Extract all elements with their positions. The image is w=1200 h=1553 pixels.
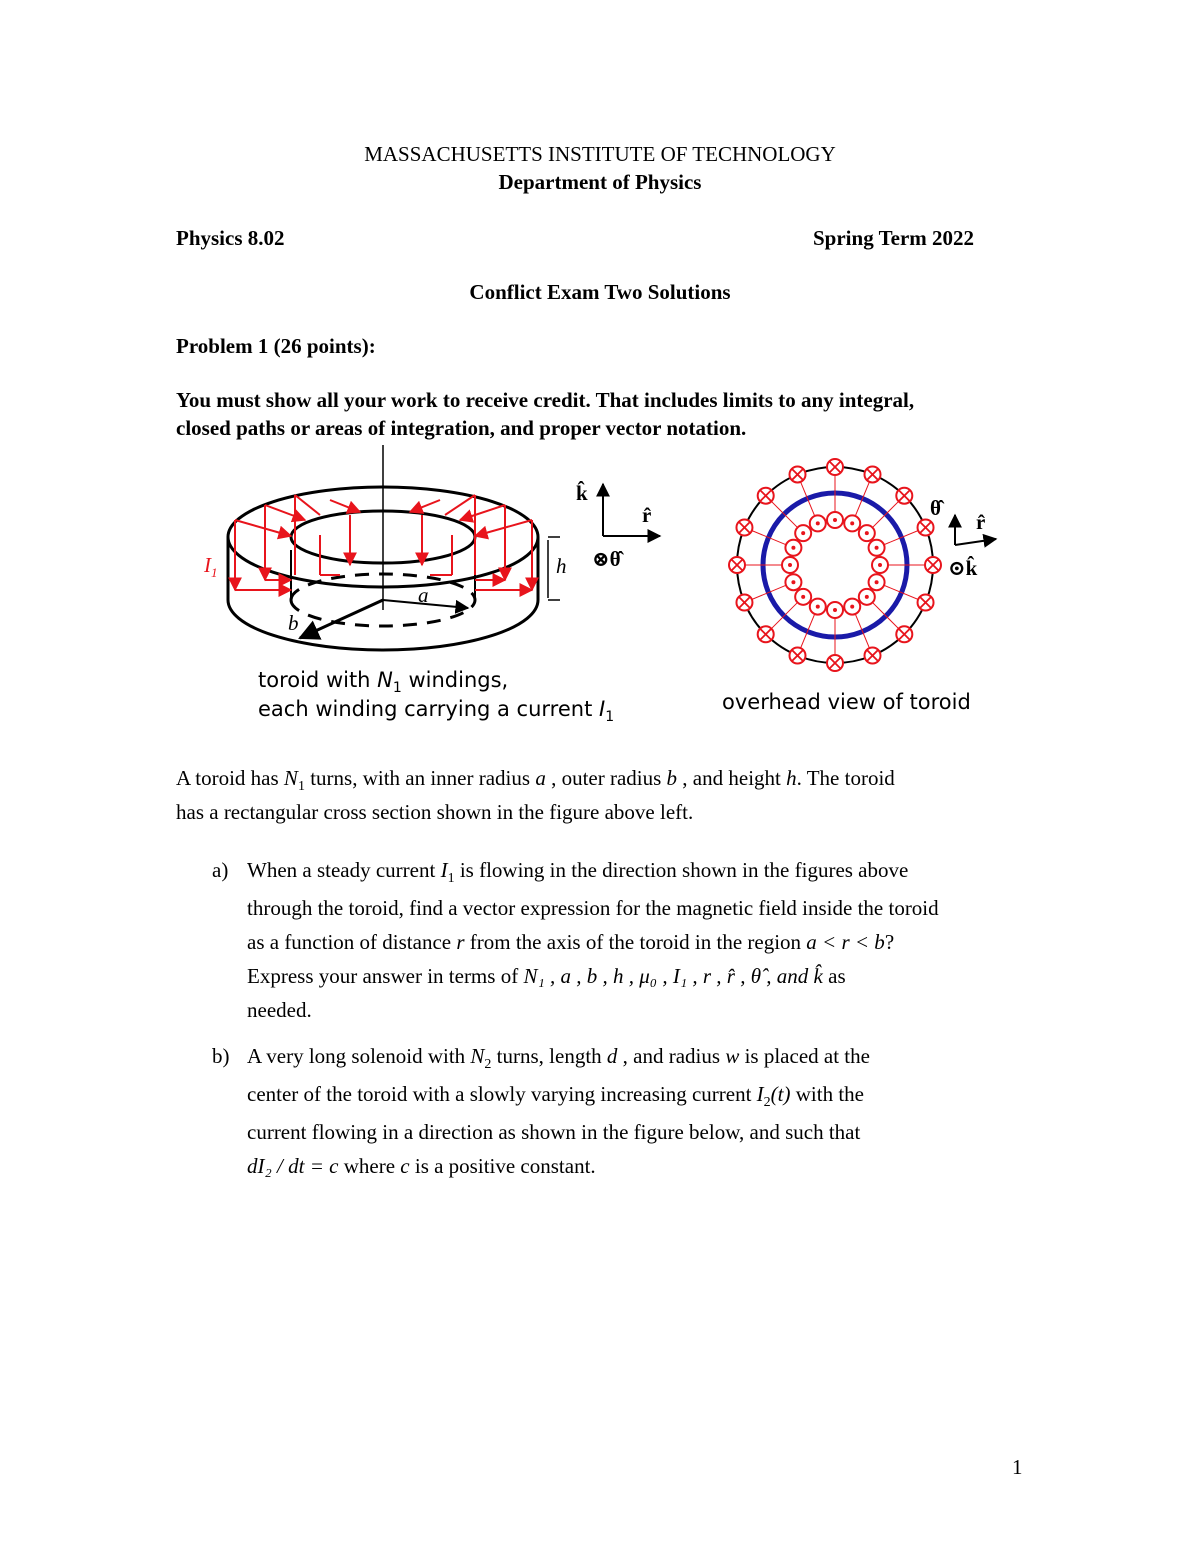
toroid-overhead-figure bbox=[720, 455, 1010, 680]
winding-inner-marker bbox=[795, 525, 811, 541]
winding-outer-marker bbox=[789, 466, 805, 482]
term: Spring Term 2022 bbox=[813, 226, 975, 250]
winding-inner-marker bbox=[859, 589, 875, 605]
winding-outer-marker bbox=[865, 648, 881, 664]
winding-inner-marker bbox=[782, 557, 798, 573]
winding-inner-marker bbox=[872, 557, 888, 573]
current-label: $I_1$ bbox=[204, 553, 218, 580]
theta-hat-label: θ̂ bbox=[930, 496, 941, 520]
problem-heading: Problem 1 (26 points): bbox=[176, 334, 376, 358]
winding-inner-marker bbox=[869, 574, 885, 590]
winding-inner-marker bbox=[844, 515, 860, 531]
winding-inner-marker bbox=[795, 589, 811, 605]
winding-outer-marker bbox=[789, 648, 805, 664]
course-number: Physics 8.02 bbox=[176, 226, 285, 250]
intro-line-1: A toroid has $N_1$ turns, with an inner radius a , outer radius b , and height h. The toroid bbox=[176, 766, 895, 794]
winding-inner-marker bbox=[869, 540, 885, 556]
k-out-of-page-label: ⊙k̂ bbox=[948, 556, 978, 580]
winding-outer-marker bbox=[865, 466, 881, 482]
winding-inner-marker bbox=[859, 525, 875, 541]
r-hat-label-right: r̂ bbox=[976, 510, 986, 534]
winding-outer-marker bbox=[925, 557, 941, 573]
winding-outer-marker bbox=[918, 519, 934, 535]
left-figure-caption-line-2: each winding carrying a current $I_1$ bbox=[258, 697, 615, 725]
institution-name: MASSACHUSETTS INSTITUTE OF TECHNOLOGY bbox=[364, 142, 836, 166]
part-a-tag: a) bbox=[212, 858, 229, 882]
winding-outer-marker bbox=[896, 626, 912, 642]
r-hat-label: r̂ bbox=[642, 503, 652, 527]
inner-radius-label: a bbox=[418, 583, 429, 607]
page-number: 1 bbox=[1012, 1455, 1023, 1479]
instruction-line-1: You must show all your work to receive credit. That includes limits to any integral, bbox=[176, 388, 915, 412]
winding-outer-marker bbox=[827, 655, 843, 671]
department-name: Department of Physics bbox=[498, 170, 702, 194]
winding-inner-marker bbox=[827, 602, 843, 618]
winding-outer-marker bbox=[896, 488, 912, 504]
winding-inner-marker bbox=[810, 599, 826, 615]
winding-inner-marker bbox=[827, 512, 843, 528]
height-label: h bbox=[556, 554, 567, 578]
winding-outer-marker bbox=[729, 557, 745, 573]
part-b-text: A very long solenoid with $N_2$ turns, length d , and radius w is placed at the center of the toroid with a slowly varying increasing current $I_2(t)$ with the current flowing in a direction as shown in the figure below, and such that dI₂ / dt = c where c is a positive constant. bbox=[247, 1044, 870, 1178]
intro-line-2: has a rectangular cross section shown in the figure above left. bbox=[176, 800, 694, 824]
winding-inner-marker bbox=[785, 574, 801, 590]
winding-inner-marker bbox=[810, 515, 826, 531]
winding-inner-marker bbox=[785, 540, 801, 556]
left-figure-caption-line-1: toroid with $N_1$ windings, bbox=[258, 668, 509, 696]
theta-into-page-label: ⊗θ̂ bbox=[592, 547, 621, 571]
winding-inner-marker bbox=[844, 599, 860, 615]
exam-title: Conflict Exam Two Solutions bbox=[469, 280, 731, 304]
instruction-line-2: closed paths or areas of integration, and proper vector notation. bbox=[176, 416, 747, 440]
winding-outer-marker bbox=[758, 626, 774, 642]
part-b-tag: b) bbox=[212, 1044, 230, 1068]
winding-outer-marker bbox=[736, 595, 752, 611]
outer-radius-label: b bbox=[288, 611, 299, 635]
winding-outer-marker bbox=[758, 488, 774, 504]
winding-outer-marker bbox=[736, 519, 752, 535]
right-figure-caption: overhead view of toroid bbox=[722, 690, 971, 714]
part-a-text: When a steady current $I_1$ is flowing in the direction shown in the figures above through the toroid, find a vector expression for the magnetic field inside the toroid as a function of distance r from the axis of the toroid in the region a < r < b? Express your answer in terms of N₁ , a , b , h , μ₀ , I₁ , r , r̂ , θ̂ , and k̂ as needed. bbox=[247, 858, 939, 1022]
winding-outer-marker bbox=[827, 459, 843, 475]
k-hat-label: k̂ bbox=[576, 481, 588, 505]
winding-outer-marker bbox=[918, 595, 934, 611]
